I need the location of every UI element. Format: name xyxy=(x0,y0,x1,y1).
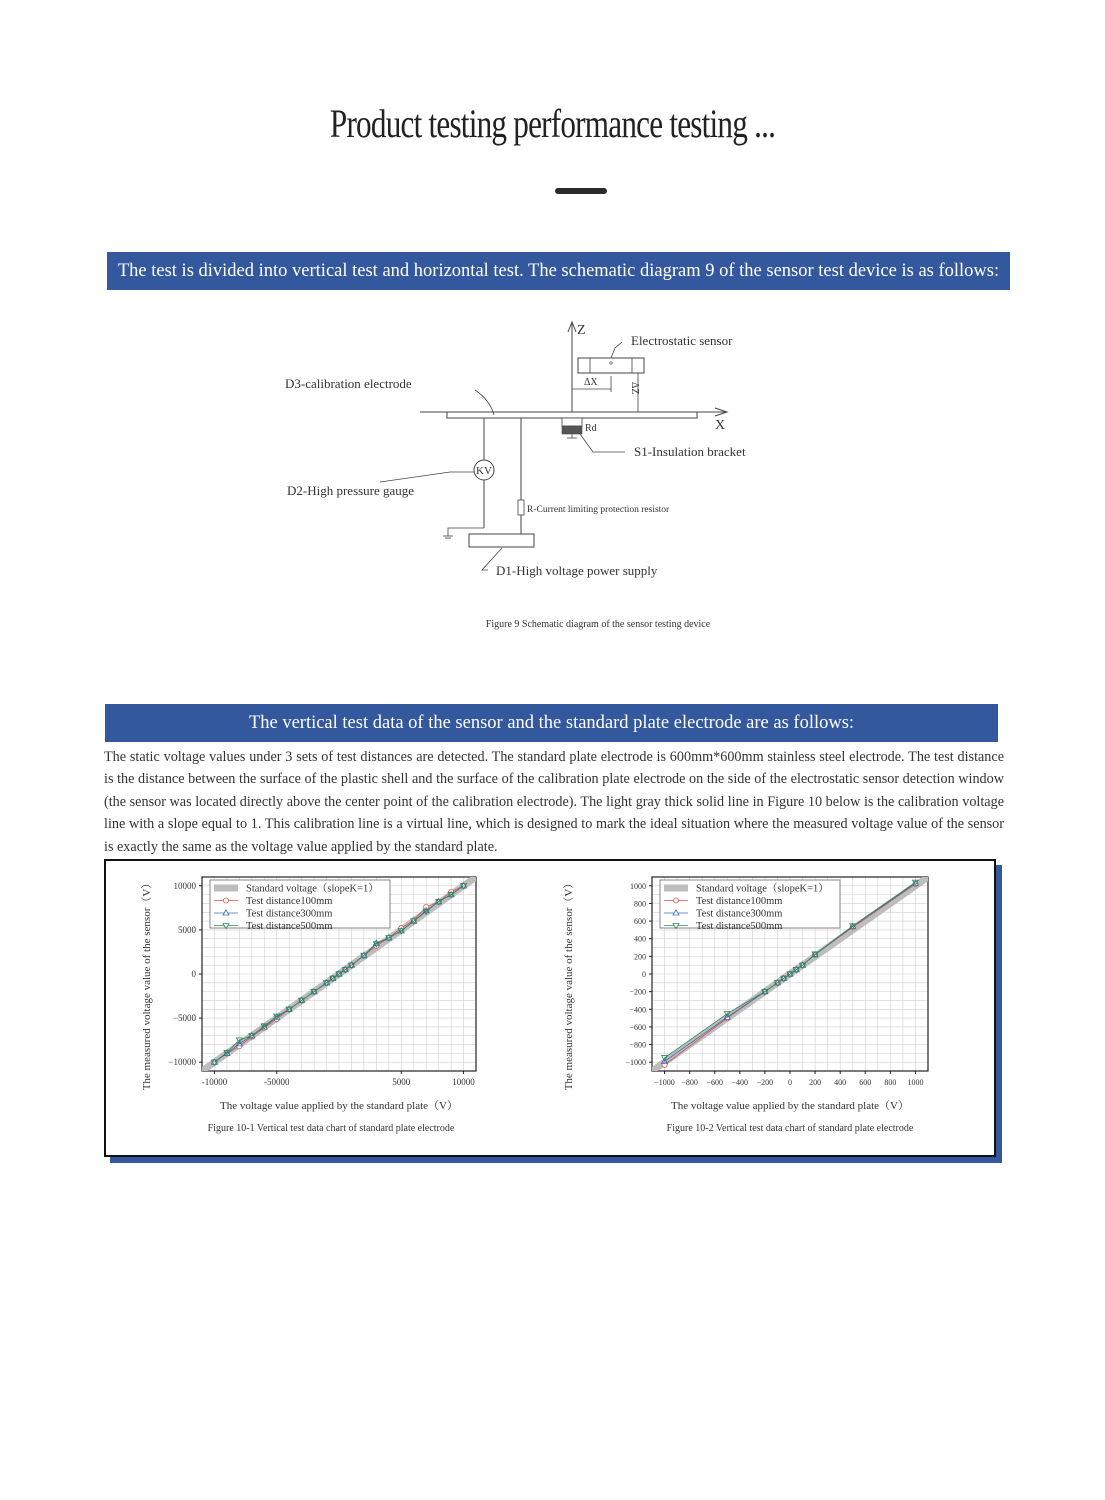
title-underline xyxy=(555,188,607,194)
section-banner-vertical: The vertical test data of the sensor and the standard plate electrode are as follows: xyxy=(105,704,998,742)
x-tick-label: 800 xyxy=(884,1078,897,1087)
calibration-electrode-plate xyxy=(447,412,697,418)
x-tick-label: -50000 xyxy=(263,1077,290,1087)
x-tick-label: 5000 xyxy=(392,1077,411,1087)
legend-label: Test distance500mm xyxy=(246,921,333,932)
figure-caption: Figure 10-2 Vertical test data chart of standard plate electrode xyxy=(666,1123,914,1134)
y-axis-title: The measured voltage value of the sensor（V） xyxy=(563,877,575,1091)
gauge-label: D2-High pressure gauge xyxy=(287,483,415,498)
x-axis-title: The voltage value applied by the standard plate（V） xyxy=(220,1100,458,1112)
legend-label: Standard voltage（slopeK=1） xyxy=(696,883,829,895)
y-tick-label: 800 xyxy=(634,899,646,909)
resistor xyxy=(518,500,524,515)
y-tick-label: −200 xyxy=(629,987,646,997)
page-title: Product testing performance testing ... xyxy=(329,101,776,146)
x-tick-label: 600 xyxy=(859,1078,872,1087)
figure-9-caption: Figure 9 Schematic diagram of the sensor testing device xyxy=(485,619,711,630)
resistor-label: R-Current limiting protection resistor xyxy=(527,505,670,515)
legend-marker xyxy=(224,898,229,903)
calibration-electrode-label: D3-calibration electrode xyxy=(285,376,412,391)
y-tick-label: 0 xyxy=(191,969,196,979)
x-tick-label: 1000 xyxy=(907,1078,924,1087)
y-tick-label: 1000 xyxy=(630,881,646,891)
y-tick-label: −5000 xyxy=(172,1013,196,1024)
x-tick-label: −1000 xyxy=(654,1078,675,1087)
y-tick-label: −400 xyxy=(629,1005,646,1015)
description-paragraph: The static voltage values under 3 sets of test distances are detected. The standard plate electrode is 600mm*600mm stainless steel electrode. The test distance is the distance between the surface of the plastic shell and the surface of the calibration plate electrode on the side of the electrostatic sensor detection window (the sensor was located directly above the center point of the calibration electrode). The light gray thick solid line in Figure 10 below is the calibration voltage line with a slope equal to 1. This calibration line is a virtual line, which is designed to mark the ideal situation where the measured voltage value of the sensor is exactly the same as the voltage value applied by the standard plate. xyxy=(104,749,1004,855)
power-supply-box xyxy=(469,534,534,547)
x-axis-label: X xyxy=(715,418,726,433)
charts-frame xyxy=(104,859,996,1157)
legend-label: Test distance300mm xyxy=(246,908,333,920)
power-supply-label: D1-High voltage power supply xyxy=(496,563,658,578)
y-tick-label: 200 xyxy=(634,952,646,962)
x-tick-label: −800 xyxy=(681,1078,698,1087)
y-tick-label: −10000 xyxy=(168,1057,196,1068)
z-axis-label: Z xyxy=(577,323,586,338)
x-tick-label: −400 xyxy=(731,1078,749,1087)
insulation-bracket-label: S1-Insulation bracket xyxy=(634,444,746,459)
x-axis-title: The voltage value applied by the standard plate（V） xyxy=(671,1100,909,1112)
calibration-electrode-pointer xyxy=(475,390,494,415)
y-tick-label: 5000 xyxy=(178,924,196,935)
electrostatic-sensor-box xyxy=(578,358,644,373)
delta-x-label: ΔX xyxy=(584,377,598,388)
y-tick-label: −600 xyxy=(629,1022,646,1032)
y-axis-title: The measured voltage value of the sensor（V） xyxy=(141,877,153,1091)
y-tick-label: 0 xyxy=(642,970,646,979)
y-tick-label: −800 xyxy=(629,1040,646,1050)
section-banner-schematic: The test is divided into vertical test and horizontal test. The schematic diagram 9 of the sensor test device is as follows: xyxy=(107,252,1010,290)
delta-z-label: ΔZ xyxy=(629,382,640,395)
schematic-diagram xyxy=(280,312,780,612)
y-tick-label: 10000 xyxy=(173,880,196,891)
chart-figure-10-1 xyxy=(110,863,550,1153)
legend-label: Test distance100mm xyxy=(696,896,783,907)
y-tick-label: 600 xyxy=(634,917,646,927)
sensor-pointer xyxy=(611,342,622,358)
insulation-bracket xyxy=(562,426,582,434)
legend-marker xyxy=(674,898,679,903)
y-tick-label: −1000 xyxy=(625,1058,646,1068)
rd-label: Rd xyxy=(585,423,597,434)
y-tick-label: 400 xyxy=(634,934,646,944)
data-point-100mm xyxy=(662,1062,667,1067)
legend-label: Test distance500mm xyxy=(696,921,783,932)
figure-caption: Figure 10-1 Vertical test data chart of standard plate electrode xyxy=(207,1123,455,1134)
x-tick-label: −200 xyxy=(756,1078,774,1087)
legend-label: Test distance100mm xyxy=(246,896,333,907)
chart-figure-10-2 xyxy=(554,863,994,1153)
x-tick-label: −600 xyxy=(706,1078,723,1087)
x-tick-label: 400 xyxy=(834,1078,847,1087)
sensor-label: Electrostatic sensor xyxy=(631,333,733,348)
x-tick-label: 10000 xyxy=(452,1077,475,1087)
legend-label: Standard voltage（slopeK=1） xyxy=(246,883,379,895)
x-tick-label: 200 xyxy=(809,1078,822,1087)
legend-label: Test distance300mm xyxy=(696,908,783,920)
x-tick-label: 0 xyxy=(788,1078,792,1087)
x-tick-label: -10000 xyxy=(201,1077,228,1087)
kv-label: KV xyxy=(476,465,492,477)
